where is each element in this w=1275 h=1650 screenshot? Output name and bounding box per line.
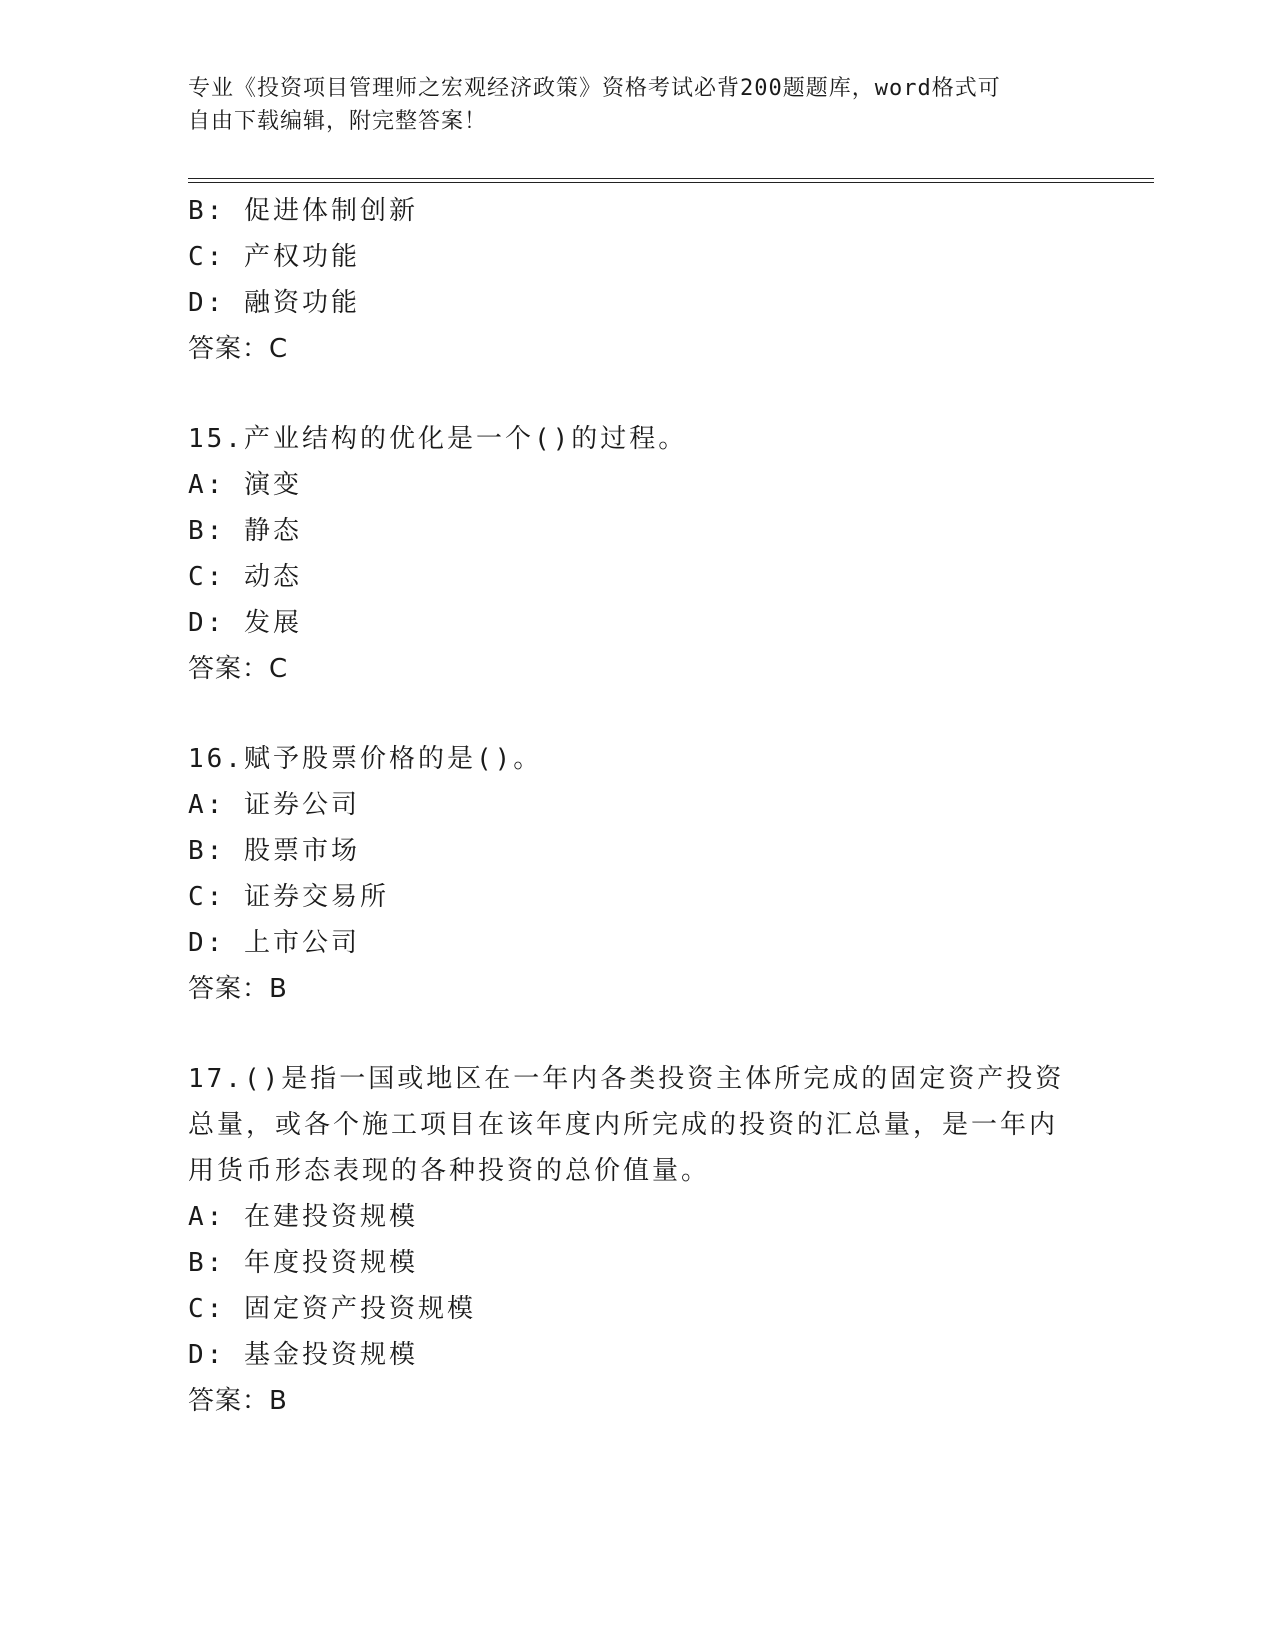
option-letter: B: — [188, 196, 226, 226]
answer-line — [188, 1378, 1088, 1424]
option-letter: C: — [188, 242, 226, 272]
question-block-15 — [188, 416, 1088, 692]
option-b — [188, 1240, 1088, 1286]
option-letter: B: — [188, 836, 226, 866]
answer-line — [188, 966, 1088, 1012]
answer-line — [188, 646, 1088, 692]
option-letter: A: — [188, 1202, 226, 1232]
option-letter: B: — [188, 516, 226, 546]
question-list — [188, 188, 1088, 1424]
answer-value: B — [269, 974, 288, 1004]
option-b — [188, 828, 1088, 874]
option-letter: D: — [188, 928, 226, 958]
option-text: 年度投资规模 — [243, 1248, 418, 1278]
option-letter: D: — [188, 1340, 226, 1370]
header-divider-top — [188, 178, 1154, 179]
answer-label: 答案： — [188, 1386, 270, 1416]
option-text: 动态 — [243, 562, 302, 592]
option-letter: B: — [188, 1248, 226, 1278]
option-d — [188, 1332, 1088, 1378]
header-divider-bottom — [188, 182, 1154, 183]
option-text: 证券交易所 — [243, 882, 389, 912]
option-text: 在建投资规模 — [243, 1202, 418, 1232]
option-text: 融资功能 — [243, 288, 360, 318]
option-text: 上市公司 — [243, 928, 360, 958]
answer-label: 答案： — [188, 334, 270, 364]
option-text: 固定资产投资规模 — [243, 1294, 476, 1324]
document-header — [188, 72, 1088, 138]
option-a — [188, 1194, 1088, 1240]
option-d — [188, 280, 1088, 326]
answer-value: C — [269, 334, 289, 364]
header-line-1: 专业《投资项目管理师之宏观经济政策》资格考试必背200题题库，word格式可 — [188, 76, 1001, 101]
option-a — [188, 782, 1088, 828]
option-text: 基金投资规模 — [243, 1340, 418, 1370]
answer-value: B — [269, 1386, 288, 1416]
question-block-16 — [188, 736, 1088, 1012]
option-b — [188, 508, 1088, 554]
option-text: 促进体制创新 — [243, 196, 418, 226]
question-text: 15.产业结构的优化是一个()的过程。 — [188, 424, 688, 454]
option-text: 演变 — [243, 470, 302, 500]
option-a — [188, 462, 1088, 508]
option-letter: D: — [188, 608, 226, 638]
option-text: 发展 — [243, 608, 302, 638]
question-block-14 — [188, 188, 1088, 372]
option-text: 股票市场 — [243, 836, 360, 866]
option-b — [188, 188, 1088, 234]
option-text: 产权功能 — [243, 242, 360, 272]
option-letter: A: — [188, 470, 226, 500]
option-text: 证券公司 — [243, 790, 360, 820]
option-text: 静态 — [243, 516, 302, 546]
option-c — [188, 874, 1088, 920]
answer-label: 答案： — [188, 654, 270, 684]
answer-value: C — [269, 654, 289, 684]
question-text: 16.赋予股票价格的是()。 — [188, 744, 543, 774]
question-text: 17.()是指一国或地区在一年内各类投资主体所完成的固定资产投资总量，或各个施工项目在该年度内所完成的投资的汇总量，是一年内用货币形态表现的各种投资的总价值量。 — [188, 1064, 1065, 1186]
option-c — [188, 234, 1088, 280]
option-d — [188, 600, 1088, 646]
option-d — [188, 920, 1088, 966]
answer-label: 答案： — [188, 974, 270, 1004]
option-c — [188, 1286, 1088, 1332]
question-block-17 — [188, 1056, 1088, 1424]
option-letter: C: — [188, 1294, 226, 1324]
header-line-2: 自由下载编辑，附完整答案！ — [188, 109, 488, 134]
option-c — [188, 554, 1088, 600]
option-letter: A: — [188, 790, 226, 820]
option-letter: D: — [188, 288, 226, 318]
option-letter: C: — [188, 882, 226, 912]
option-letter: C: — [188, 562, 226, 592]
answer-line — [188, 326, 1088, 372]
